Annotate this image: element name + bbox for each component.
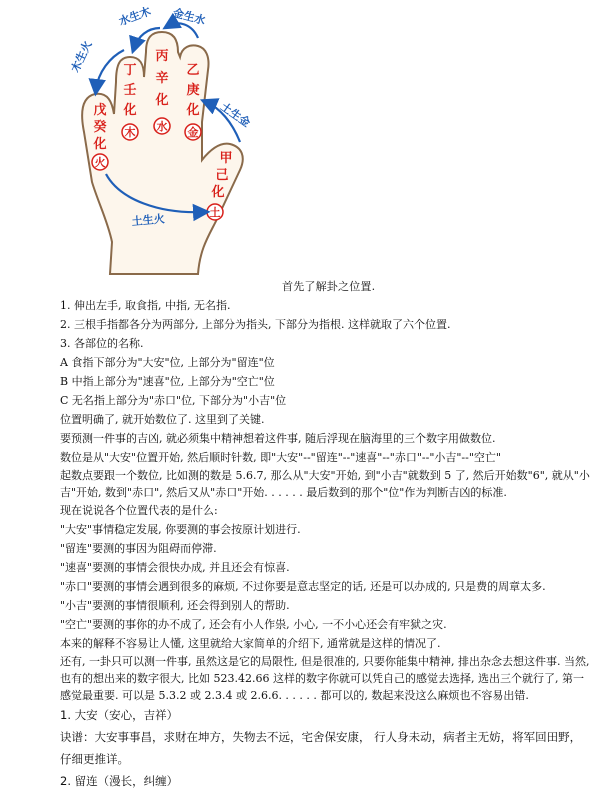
section-2-title: 2. 留连（漫长，纠缠）	[60, 774, 179, 788]
document-body	[60, 296, 590, 792]
ring-label-3: 化	[186, 103, 200, 118]
paragraph-9: 数位是从"大安"位置开始, 然后顺时针数, 即"大安"--"留连"--"速喜"--"赤口"--"小吉"--"空亡"	[60, 451, 501, 464]
paragraph-1: 1. 伸出左手, 取食指, 中指, 无名指.	[60, 299, 231, 312]
paragraph-4: A 食指下部分为"大安"位, 上部分为"留连"位	[60, 356, 275, 369]
thumb-label-2: 己	[215, 168, 229, 183]
arrow-label-top-right: 金生水	[171, 6, 207, 28]
paragraph-11: 现在说说各个位置代表的是什么:	[60, 504, 218, 517]
ring-circle-label: 金	[187, 126, 199, 139]
paragraph-10: 起数点要跟一个数位, 比如测的数是 5.6.7, 那么从"大安"开始, 到"小吉"就数到 5 了, 然后开始数"6", 就从"小吉"开始, 数到"赤口", 然后又从"赤口"开始. . . . . . 最后数到的那个"位"作为判断吉凶的标准.	[60, 469, 590, 499]
index-label-2: 壬	[123, 83, 137, 98]
pinky-circle-label: 火	[94, 156, 106, 169]
arrow-label-bottom: 土生火	[131, 212, 166, 229]
hand-diagram	[60, 2, 260, 282]
paragraph-15: "赤口"要测的事情会遇到很多的麻烦, 不过你要是意志坚定的话, 还是可以办成的, 只是费的周章太多.	[60, 580, 546, 593]
ring-label-1: 乙	[186, 63, 200, 78]
middle-label-3: 化	[155, 93, 169, 108]
arrow-label-top-left: 木生火	[68, 38, 95, 75]
paragraph-12: "大安"事情稳定发展, 你要测的事会按原计划进行.	[60, 523, 301, 536]
section-1-text: 诀谱：大安事事昌，求财在坤方，失物去不远，宅舍保安康， 行人身未动，病者主无妨，将军回田野，仔细更推详。	[60, 730, 582, 766]
figure-caption: 首先了解卦之位置.	[282, 280, 376, 293]
pinky-label-2: 癸	[93, 120, 107, 135]
paragraph-5: B 中指上部分为"速喜"位, 上部分为"空亡"位	[60, 375, 275, 388]
index-circle-label: 木	[124, 126, 136, 139]
paragraph-18: 本来的解释不容易让人懂, 这里就给大家简单的介绍下, 通常就是这样的情况了.	[60, 637, 441, 650]
ring-label-2: 庚	[186, 83, 200, 98]
paragraph-7: 位置明确了, 就开始数位了. 这里到了关键.	[60, 413, 265, 426]
paragraph-3: 3. 各部位的名称.	[60, 337, 144, 350]
paragraph-6: C 无名指上部分为"赤口"位, 下部分为"小吉"位	[60, 394, 287, 407]
paragraph-13: "留连"要测的事因为阻碍而停滞.	[60, 542, 217, 555]
index-label-1: 丁	[123, 63, 137, 78]
thumb-label-3: 化	[211, 185, 225, 200]
middle-label-2: 辛	[155, 71, 169, 86]
thumb-label-1: 甲	[219, 151, 233, 166]
paragraph-19: 还有, 一卦只可以测一件事, 虽然这是它的局限性, 但是很准的, 只要你能集中精神, 排出杂念去想这件事. 当然, 也有的想出来的数字很大, 比如 523.42.66 这样的数字你就可以凭自己的感觉去选择, 选出三个就行了, 第一感觉最重要. 可以是 5.3.2 或 2.3.4 或 2.6.6. . . . . . 都可以的, 数起来没这么麻烦也不容易出错.	[60, 655, 590, 702]
arrow-label-top-middle: 水生木	[117, 4, 153, 29]
index-label-3: 化	[123, 103, 137, 118]
paragraph-2: 2. 三根手指都各分为两部分, 上部分为指头, 下部分为指根. 这样就取了六个位置.	[60, 318, 451, 331]
arrow-label-right: 土生金	[218, 100, 253, 130]
paragraph-16: "小吉"要测的事情很顺利, 还会得到别人的帮助.	[60, 599, 290, 612]
middle-circle-label: 水	[156, 120, 168, 133]
paragraph-14: "速喜"要测的事情会很快办成, 并且还会有惊喜.	[60, 561, 290, 574]
paragraph-17: "空亡"要测的事你的办不成了, 还会有小人作祟, 小心, 一不小心还会有牢狱之灾.	[60, 618, 447, 631]
thumb-circle-label: 土	[209, 206, 221, 219]
section-1-title: 1. 大安（安心，吉祥）	[60, 708, 179, 722]
pinky-label-1: 戊	[93, 103, 107, 118]
paragraph-8: 要预测一件事的吉凶, 就必须集中精神想着这件事, 随后浮现在脑海里的三个数字用做数位.	[60, 432, 496, 445]
middle-label-1: 丙	[155, 49, 169, 64]
pinky-label-3: 化	[93, 137, 107, 152]
